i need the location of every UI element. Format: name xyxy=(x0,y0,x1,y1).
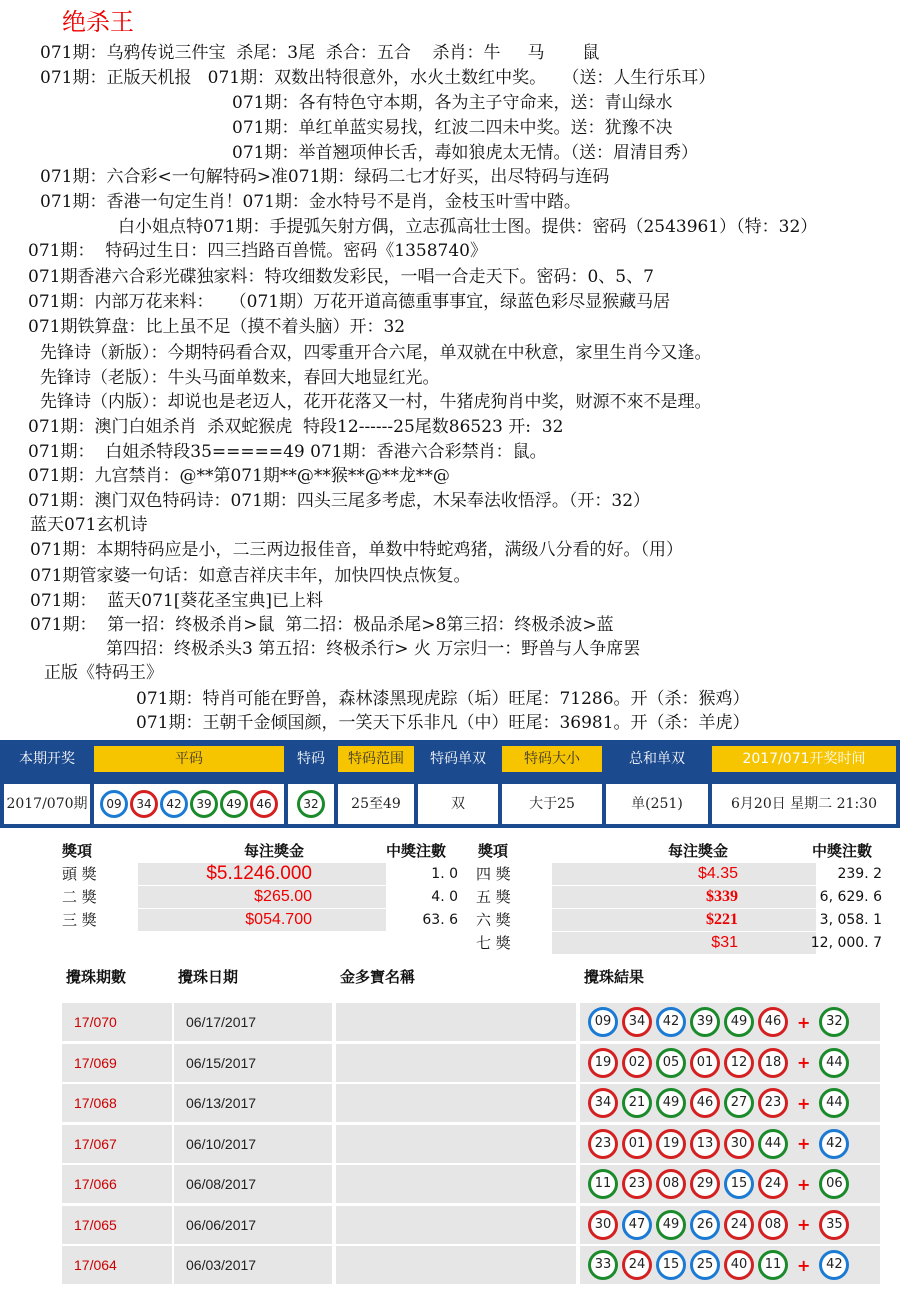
prediction-line: 071期： 特码过生日：四三挡路百兽慌。密码《1358740》 xyxy=(28,241,487,261)
lottery-ball: 40 xyxy=(724,1250,754,1280)
lottery-ball: 29 xyxy=(690,1169,720,1199)
prize-money: $4.35 xyxy=(697,865,738,882)
prediction-line: 先锋诗（内版）：却说也是老迈人，花开花落又一村，牛猪虎狗肖中奖，财源不來不是理。 xyxy=(40,392,712,412)
draw-cell xyxy=(336,1246,576,1284)
plus-icon: + xyxy=(797,1093,811,1113)
range-value: 25至49 xyxy=(338,784,414,824)
prediction-line: 071期：本期特码应是小，二三两边报佳音，单数中特蛇鸡猪，满级八分看的好。（用） xyxy=(30,540,683,560)
draw-period: 17/067 xyxy=(74,1135,117,1152)
prediction-line: 071期管家婆一句话：如意吉祥庆丰年，加快四快点恢复。 xyxy=(30,566,471,586)
prize-header-item-right: 獎項 xyxy=(478,842,509,860)
draw-period: 17/070 xyxy=(74,1014,117,1030)
lottery-ball: 23 xyxy=(622,1169,652,1199)
draw-cell xyxy=(336,1125,576,1163)
prediction-line: 先锋诗（新版）：今期特码看合双，四零重开合六尾，单双就在中秋意，家里生肖今又逢。 xyxy=(40,343,712,363)
draw-period: 17/069 xyxy=(74,1054,117,1071)
regular-balls xyxy=(94,784,284,824)
lottery-ball: 09 xyxy=(100,790,128,818)
lottery-ball: 24 xyxy=(622,1250,652,1280)
lottery-ball: 23 xyxy=(758,1088,788,1118)
prize-name: 七 獎 xyxy=(476,934,511,952)
draw-date: 06/13/2017 xyxy=(186,1095,257,1111)
lottery-ball: 02 xyxy=(622,1048,652,1078)
prize-name: 五 獎 xyxy=(476,888,511,906)
prediction-line: 071期：举首翘项伸长舌，毒如狼虎太无情。（送：眉清目秀） xyxy=(232,143,698,163)
bigsmall-value: 大于25 xyxy=(502,784,602,824)
draw-result xyxy=(580,1084,882,1122)
lottery-ball: 15 xyxy=(656,1250,686,1280)
lottery-ball: 19 xyxy=(656,1129,686,1159)
draw-result xyxy=(580,1044,882,1082)
lottery-ball: 21 xyxy=(622,1088,652,1118)
prize-money: $221 xyxy=(706,911,738,928)
plus-icon: + xyxy=(797,1053,811,1072)
lottery-ball: 24 xyxy=(758,1169,788,1199)
lottery-ball: 08 xyxy=(758,1210,788,1240)
prediction-line: 071期：特肖可能在野兽，森林漆黑现虎踪（垢）旺尾：71286。开（杀：猴鸡） xyxy=(136,689,750,709)
prediction-line: 071期： 第一招：终极杀肖>鼠 第二招：极品杀尾>8第三招：终极杀波>蓝 xyxy=(30,615,614,635)
draw-row xyxy=(62,1165,882,1205)
prize-count: 4. 0 xyxy=(431,889,458,905)
lottery-ball: 15 xyxy=(724,1169,754,1199)
plus-icon: + xyxy=(797,1215,811,1234)
oddeven-value: 双 xyxy=(418,784,498,824)
draw-header-result: 攪珠結果 xyxy=(584,968,645,986)
prize-name: 四 獎 xyxy=(476,865,511,883)
draw-date: 06/06/2017 xyxy=(186,1216,257,1233)
prize-name: 二 獎 xyxy=(62,888,97,906)
lottery-ball: 11 xyxy=(588,1169,618,1199)
header-sum: 总和单双 xyxy=(606,746,708,772)
header-current: 本期开奖 xyxy=(4,746,90,772)
lottery-ball: 42 xyxy=(819,1250,849,1280)
prize-count: 1. 0 xyxy=(431,866,458,882)
lottery-ball: 49 xyxy=(220,790,248,818)
lottery-ball: 39 xyxy=(190,790,218,818)
lottery-ball: 49 xyxy=(656,1210,686,1240)
draw-date: 06/10/2017 xyxy=(186,1135,257,1152)
lottery-ball: 47 xyxy=(622,1210,652,1240)
prize-header-count-left: 中獎注數 xyxy=(386,842,447,860)
lottery-ball: 35 xyxy=(819,1210,849,1240)
prediction-line: 071期：澳门双色特码诗：071期：四头三尾多考虑，木呆奉法收悟浮。（开：32） xyxy=(28,491,651,511)
plus-icon: + xyxy=(797,1174,811,1194)
prize-header-money-left: 每注獎金 xyxy=(244,842,305,860)
prediction-line: 071期：王朝千金倾国颜，一笑天下乐非凡（中）旺尾：36981。开（杀：羊虎） xyxy=(136,713,750,733)
lottery-ball: 33 xyxy=(588,1250,618,1280)
draw-result xyxy=(580,1246,882,1284)
prediction-line: 071期：乌鸦传说三件宝 杀尾：3尾 杀合：五合 杀肖：牛 马 鼠 xyxy=(40,43,600,63)
prediction-line: 正版《特码王》 xyxy=(44,663,163,683)
lottery-ball: 34 xyxy=(588,1088,618,1118)
draw-period: 17/068 xyxy=(74,1095,117,1111)
draw-row xyxy=(62,1044,882,1084)
prize-count: 239. 2 xyxy=(837,866,882,882)
lottery-ball: 49 xyxy=(656,1088,686,1118)
draw-row xyxy=(62,1246,882,1286)
draw-period: 17/064 xyxy=(74,1257,117,1273)
prediction-line: 蓝天071玄机诗 xyxy=(30,515,148,535)
lottery-ball: 01 xyxy=(622,1129,652,1159)
prediction-line: 071期： 蓝天071[葵花圣宝典]已上料 xyxy=(30,591,323,611)
special-ball-cell xyxy=(288,784,334,824)
draw-result xyxy=(580,1003,882,1041)
prediction-line: 071期：九宫禁肖：@**第071期**@**猴**@**龙**@ xyxy=(28,466,450,486)
prediction-line: 071期： 白姐杀特段35=====49 071期：香港六合彩禁肖：鼠。 xyxy=(28,442,547,462)
draw-cell xyxy=(336,1084,576,1122)
prize-name: 三 獎 xyxy=(62,911,97,929)
draw-date: 06/08/2017 xyxy=(186,1176,257,1192)
lottery-ball: 01 xyxy=(690,1048,720,1078)
prize-money: $5.1246.000 xyxy=(206,863,312,884)
prediction-line: 071期：香港一句定生肖！071期：金水特号不是肖，金枝玉叶雪中踏。 xyxy=(40,192,581,212)
draw-cell xyxy=(336,1003,576,1041)
lottery-ball: 42 xyxy=(656,1007,686,1037)
prize-count: 63. 6 xyxy=(422,912,458,928)
lottery-ball: 24 xyxy=(724,1210,754,1240)
prize-count: 3, 058. 1 xyxy=(819,912,882,928)
plus-icon: + xyxy=(797,1255,811,1275)
special-ball: 32 xyxy=(297,790,325,818)
header-oddeven: 特码单双 xyxy=(418,746,498,772)
lottery-ball: 08 xyxy=(656,1169,686,1199)
header-bigsmall: 特码大小 xyxy=(502,746,602,772)
lottery-ball: 30 xyxy=(724,1129,754,1159)
lottery-ball: 25 xyxy=(690,1250,720,1280)
prediction-line: 先锋诗（老版）：牛头马面单数来，春回大地显红光。 xyxy=(40,368,440,388)
lottery-ball: 27 xyxy=(724,1088,754,1118)
lottery-ball: 42 xyxy=(160,790,188,818)
lottery-ball: 34 xyxy=(622,1007,652,1037)
prize-count: 6, 629. 6 xyxy=(819,889,882,905)
draw-header-jackpot: 金多寶名稱 xyxy=(340,968,416,986)
lottery-ball: 12 xyxy=(724,1048,754,1078)
next-time-value: 6月20日 星期二 21:30 xyxy=(712,784,896,824)
prediction-line: 第四招：终极杀头3 第五招：终极杀行> 火 万宗归一：野兽与人争席罢 xyxy=(106,639,641,659)
draw-header-date: 攪珠日期 xyxy=(178,968,239,986)
prediction-line: 071期：内部万花来料： （071期）万花开道高德重事事宜，绿蓝色彩尽显猴藏马居 xyxy=(28,292,671,312)
draw-cell xyxy=(336,1206,576,1244)
prize-money: $339 xyxy=(706,888,738,905)
lottery-ball: 44 xyxy=(758,1129,788,1159)
header-next: 2017/071开奖时间 xyxy=(712,746,896,772)
lottery-ball: 44 xyxy=(819,1088,849,1118)
lottery-ball: 11 xyxy=(758,1250,788,1280)
lottery-ball: 39 xyxy=(690,1007,720,1037)
draw-row xyxy=(62,1206,882,1246)
lottery-ball: 19 xyxy=(588,1048,618,1078)
draw-row xyxy=(62,1003,882,1043)
draw-date: 06/15/2017 xyxy=(186,1054,257,1071)
page-title: 绝杀王 xyxy=(62,8,134,36)
draw-date: 06/03/2017 xyxy=(186,1257,257,1273)
lottery-ball: 23 xyxy=(588,1129,618,1159)
draw-date: 06/17/2017 xyxy=(186,1014,257,1030)
prize-money: $31 xyxy=(711,934,738,951)
draw-info-table xyxy=(0,740,900,828)
lottery-ball: 44 xyxy=(819,1048,849,1078)
prediction-line: 071期香港六合彩光碟独家料：特攻细数发彩民，一唱一合走天下。密码：0、5、7 xyxy=(28,267,654,287)
header-special: 特码 xyxy=(288,746,334,772)
plus-icon: + xyxy=(797,1134,811,1153)
prize-name: 頭 獎 xyxy=(62,865,97,883)
lottery-ball: 32 xyxy=(819,1007,849,1037)
prize-header-money-right: 每注獎金 xyxy=(668,842,729,860)
draw-cell xyxy=(336,1165,576,1203)
draw-row xyxy=(62,1125,882,1165)
draw-period: 17/065 xyxy=(74,1216,117,1233)
draw-result xyxy=(580,1165,882,1203)
current-period: 2017/070期 xyxy=(4,784,90,824)
lottery-ball: 30 xyxy=(588,1210,618,1240)
prediction-line: 071期：各有特色守本期，各为主子守命来，送：青山绿水 xyxy=(232,93,673,113)
prize-count: 12, 000. 7 xyxy=(810,935,882,951)
lottery-ball: 06 xyxy=(819,1169,849,1199)
prize-money: $054.700 xyxy=(245,911,312,928)
prize-header-count-right: 中獎注數 xyxy=(812,842,873,860)
lottery-ball: 18 xyxy=(758,1048,788,1078)
lottery-ball: 34 xyxy=(130,790,158,818)
draw-row xyxy=(62,1084,882,1124)
header-range: 特码范围 xyxy=(338,746,414,772)
lottery-ball: 09 xyxy=(588,1007,618,1037)
prediction-line: 071期：澳门白姐杀肖 杀双蛇猴虎 特段12------25尾数86523 开: 32 xyxy=(28,417,564,437)
draw-result xyxy=(580,1206,882,1244)
draw-result xyxy=(580,1125,882,1163)
prediction-line: 071期铁算盘：比上虽不足（摸不着头脑）开：32 xyxy=(28,317,406,337)
draw-header-period: 攪珠期數 xyxy=(66,968,127,986)
lottery-ball: 42 xyxy=(819,1129,849,1159)
lottery-ball: 13 xyxy=(690,1129,720,1159)
prize-header-item-left: 獎項 xyxy=(62,842,93,860)
draw-cell xyxy=(336,1044,576,1082)
lottery-ball: 46 xyxy=(690,1088,720,1118)
prize-name: 六 獎 xyxy=(476,911,511,929)
prediction-line: 071期：正版天机报 071期：双数出特很意外，水火土数红中奖。 （送：人生行乐耳） xyxy=(40,68,716,88)
draw-period: 17/066 xyxy=(74,1176,117,1192)
lottery-ball: 46 xyxy=(758,1007,788,1037)
lottery-ball: 46 xyxy=(250,790,278,818)
prediction-line: 071期：六合彩<一句解特码>准071期：绿码二七才好买，出尽特码与连码 xyxy=(40,167,610,187)
prediction-line: 071期：单红单蓝实易找，红波二四未中奖。送：犹豫不决 xyxy=(232,118,673,138)
lottery-ball: 49 xyxy=(724,1007,754,1037)
prediction-line: 白小姐点特071期：手提弧矢射方偶，立志孤高壮士图。提供：密码（2543961）（特：32） xyxy=(118,217,818,237)
lottery-ball: 26 xyxy=(690,1210,720,1240)
lottery-ball: 05 xyxy=(656,1048,686,1078)
header-regular: 平码 xyxy=(94,746,284,772)
prize-money: $265.00 xyxy=(254,888,312,905)
sum-value: 单(251) xyxy=(606,784,708,824)
plus-icon: + xyxy=(797,1012,811,1032)
